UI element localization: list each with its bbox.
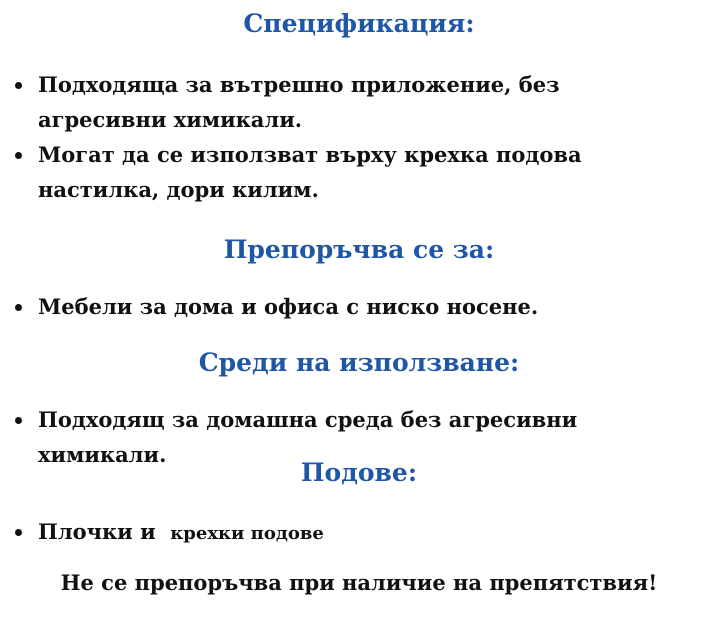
environments-heading: Среди на използване:	[198, 348, 520, 377]
bullet-icon	[15, 304, 22, 311]
list-item: Мебели за дома и офиса с ниско носене.	[0, 289, 678, 324]
closing-warning: Не се препоръчва при наличие на препятствия!	[60, 570, 658, 595]
bullet-icon	[15, 417, 22, 424]
list-item: Подходящ за домашна среда без агресивни химикали.	[0, 402, 678, 472]
list-item: Подходяща за вътрешно приложение, без агресивни химикали.	[0, 67, 678, 137]
spec-heading: Спецификация:	[243, 9, 475, 38]
spec-list	[0, 67, 678, 207]
recommended-heading: Препоръчва се за:	[223, 235, 495, 264]
floors-heading: Подове:	[300, 458, 418, 487]
list-item: Плочки и крехки подове	[0, 514, 678, 551]
bullet-icon	[15, 152, 22, 159]
recommended-list	[0, 289, 678, 324]
list-item: Могат да се използват върху крехка подова настилка, дори килим.	[0, 137, 678, 207]
floors-list	[0, 514, 678, 551]
bullet-icon	[15, 82, 22, 89]
bullet-icon	[15, 529, 22, 536]
